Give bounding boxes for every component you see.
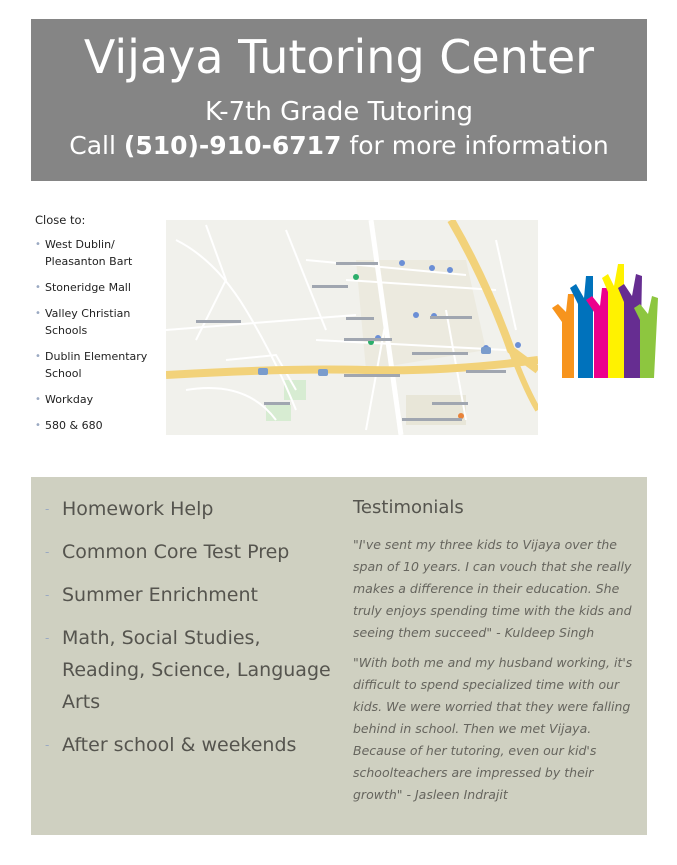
list-item [45, 729, 345, 761]
services-list [45, 493, 345, 772]
list-item [35, 279, 170, 296]
location-label: West Dublin/ Pleasanton Bart [45, 238, 133, 268]
list-item [35, 417, 170, 434]
bullet-icon: - [45, 631, 50, 645]
list-item [35, 305, 170, 339]
testimonials-heading: Testimonials [353, 497, 464, 518]
street-map-icon [166, 220, 538, 435]
bullet-icon: • [35, 420, 41, 431]
bullet-icon: - [45, 502, 50, 516]
call-prefix: Call [69, 131, 116, 160]
service-label: Math, Social Studies, Reading, Science, Language Arts [62, 627, 331, 713]
bullet-icon: • [35, 239, 41, 250]
raised-hands-graphic [548, 258, 662, 380]
page-subtitle: K-7th Grade Tutoring [204, 97, 474, 127]
header-banner [31, 19, 647, 181]
list-item [45, 579, 345, 611]
call-suffix: for more information [349, 131, 609, 160]
bullet-icon: • [35, 308, 41, 319]
page-title: Vijaya Tutoring Center [83, 30, 595, 84]
location-label: 580 & 680 [45, 419, 103, 432]
list-item [45, 536, 345, 568]
testimonials-section [353, 495, 635, 814]
list-item [35, 348, 170, 382]
location-label: Valley Christian Schools [45, 307, 131, 337]
info-panel [31, 477, 647, 835]
location-label: Dublin Elementary School [45, 350, 148, 380]
bullet-icon: - [45, 545, 50, 559]
location-label: Workday [45, 393, 94, 406]
bullet-icon: - [45, 588, 50, 602]
phone-number: (510)-910-6717 [123, 131, 342, 160]
bullet-icon: • [35, 394, 41, 405]
nearby-heading: Close to: [35, 213, 86, 227]
contact-line [31, 129, 647, 163]
testimonial-quote: "I've sent my three kids to Vijaya over the span of 10 years. I can vouch that she really makes a difference in their education. She truly enjoys spending time with the kids and seeing them succeed" - Kuldeep Singh [353, 537, 632, 640]
list-item [45, 493, 345, 525]
list-item [35, 236, 170, 270]
location-label: Stoneridge Mall [45, 281, 131, 294]
list-item [35, 391, 170, 408]
service-label: Homework Help [62, 498, 214, 520]
nearby-locations [35, 212, 170, 443]
bullet-icon: • [35, 282, 41, 293]
raised-hands-icon [548, 258, 662, 380]
bullet-icon: - [45, 738, 50, 752]
location-map[interactable] [166, 220, 538, 435]
list-item [45, 622, 345, 718]
bullet-icon: • [35, 351, 41, 362]
service-label: Common Core Test Prep [62, 541, 290, 563]
nearby-list [35, 236, 170, 434]
service-label: After school & weekends [62, 734, 297, 756]
service-label: Summer Enrichment [62, 584, 258, 606]
testimonial-quote: "With both me and my husband working, it's difficult to spend specialized time with our kids. We were worried that they were falling behind in school. Then we met Vijaya. Because of her tutoring, even our kid's schoolteachers are impressed by their growth" - Jasleen Indrajit [353, 655, 633, 802]
